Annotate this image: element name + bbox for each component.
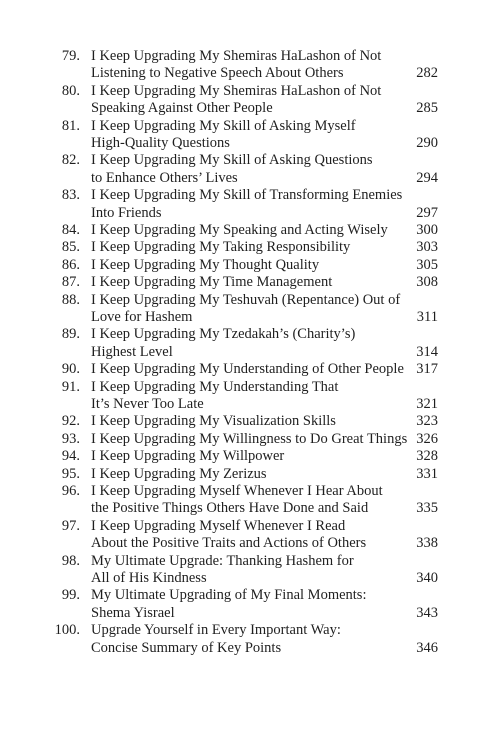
- toc-entry: [0, 48, 500, 83]
- toc-entry-page-number: 317: [416, 361, 438, 378]
- toc-entry-title-line: I Keep Upgrading My Willpower: [91, 448, 285, 465]
- toc-entry: [0, 187, 500, 222]
- toc-entry-page-number: 285: [416, 100, 438, 117]
- toc-entry: [0, 413, 500, 430]
- toc-entry-title-line: I Keep Upgrading My Taking Responsibility: [91, 239, 351, 256]
- toc-entry-number: 96.: [61, 483, 80, 499]
- toc-entry-number: 87.: [61, 274, 80, 291]
- toc-entry-page-number: 294: [416, 169, 438, 186]
- toc-entry-title-line: I Keep Upgrading My Zerizus: [91, 465, 267, 482]
- toc-entry: [0, 83, 500, 118]
- toc-entry-page-number: 290: [416, 134, 438, 151]
- toc-entry-title-line: I Keep Upgrading My Skill of Transforming Enemies: [91, 187, 403, 204]
- toc-entry-title-line: Upgrade Yourself in Every Important Way:: [91, 622, 341, 639]
- toc-entry-number: 98.: [61, 552, 80, 569]
- toc-entry-title-line: I Keep Upgrading My Shemiras HaLashon of Not: [91, 82, 382, 99]
- toc-entry-page-number: 335: [416, 500, 438, 517]
- toc-entry-title: [91, 361, 411, 378]
- toc-entry: [0, 222, 500, 239]
- toc-entry-title-line: I Keep Upgrading My Thought Quality: [91, 256, 320, 273]
- toc-entry-number: 94.: [61, 448, 80, 465]
- toc-entry-title-line: I Keep Upgrading My Teshuvah (Repentance) Out of: [91, 291, 401, 308]
- toc-entry-title-line: I Keep Upgrading Myself Whenever I Hear About: [91, 483, 383, 499]
- toc-entry-title-line: Love for Hashem: [91, 309, 193, 325]
- toc-entry-title-line: I Keep Upgrading My Willingness to Do Great Things: [91, 430, 408, 447]
- toc-entry-page-number: 297: [416, 204, 438, 221]
- toc-entry-title-line: Speaking Against Other People: [91, 100, 273, 117]
- toc-entry-number: 83.: [61, 187, 80, 204]
- toc-entry-number: 86.: [61, 256, 80, 273]
- toc-entry: [0, 518, 500, 553]
- toc-entry: [0, 587, 500, 622]
- toc-entry-title-line: My Ultimate Upgrade: Thanking Hashem for: [91, 552, 354, 569]
- toc-entry: [0, 239, 500, 256]
- toc-entry-number: 90.: [61, 361, 80, 378]
- toc-entry-page-number: 300: [416, 222, 438, 238]
- toc-entry-title-line: Into Friends: [91, 204, 162, 221]
- toc-entry-title: [91, 466, 411, 483]
- toc-entry-title: [91, 239, 411, 256]
- toc-entry-number: 79.: [61, 48, 80, 64]
- toc-entry-number: 85.: [61, 239, 80, 256]
- toc-entry-title-line: Listening to Negative Speech About Others: [91, 65, 344, 82]
- toc-entry: [0, 379, 500, 414]
- toc-entry-number: 93.: [61, 430, 80, 447]
- toc-entry-page-number: 282: [416, 65, 438, 82]
- toc-entry-title-line: My Ultimate Upgrading of My Final Moments:: [91, 587, 367, 604]
- toc-entry-title-line: Concise Summary of Key Points: [91, 639, 282, 656]
- toc-entry-title-line: All of His Kindness: [91, 570, 207, 586]
- toc-entry-title: [91, 292, 411, 327]
- toc-entry-title: [91, 257, 411, 274]
- toc-entry-number: 80.: [61, 82, 80, 99]
- toc-entry-number: 92.: [61, 413, 80, 430]
- toc-entry-title: [91, 118, 411, 153]
- toc-entry-number: 81.: [61, 117, 80, 134]
- toc-entry-page-number: 314: [416, 343, 438, 360]
- toc-entry: [0, 448, 500, 465]
- toc-entry: [0, 466, 500, 483]
- toc-entry-title-line: High-Quality Questions: [91, 135, 230, 151]
- toc-entry-title-line: About the Positive Traits and Actions of Others: [91, 535, 367, 552]
- toc-entry-number: 91.: [61, 378, 80, 395]
- toc-entry-page-number: 326: [416, 430, 438, 447]
- toc-entry-title-line: I Keep Upgrading My Skill of Asking Myself: [91, 117, 356, 134]
- toc-entry-title: [91, 83, 411, 118]
- toc-entry-title-line: I Keep Upgrading My Understanding That: [91, 378, 339, 395]
- toc-entry-title-line: It’s Never Too Late: [91, 396, 204, 412]
- toc-entry-title-line: I Keep Upgrading My Speaking and Acting Wisely: [91, 222, 388, 238]
- toc-entry: [0, 274, 500, 291]
- toc-entry-number: 95.: [61, 465, 80, 482]
- toc-entry-title: [91, 448, 411, 465]
- toc-entry-page-number: 303: [416, 239, 438, 256]
- toc-entry: [0, 292, 500, 327]
- toc-entry: [0, 431, 500, 448]
- toc-entry: [0, 152, 500, 187]
- toc-entry-page-number: 346: [416, 639, 438, 656]
- toc-entry-number: 84.: [61, 222, 80, 238]
- toc-entry-title: [91, 222, 411, 239]
- toc-entry-title-line: I Keep Upgrading My Skill of Asking Questions: [91, 152, 373, 169]
- toc-entry-title-line: to Enhance Others’ Lives: [91, 169, 238, 186]
- toc-entry: [0, 118, 500, 153]
- toc-entry-page-number: 323: [416, 413, 438, 430]
- toc-entry-page-number: 338: [416, 535, 438, 552]
- toc-entry-title: [91, 48, 411, 83]
- toc-entry-title: [91, 587, 411, 622]
- toc-entry-title: [91, 431, 411, 448]
- toc-entry-title: [91, 413, 411, 430]
- toc-entry-title: [91, 152, 411, 187]
- toc-entry-title: [91, 274, 411, 291]
- toc-entry-page-number: 340: [416, 569, 438, 586]
- toc-entry-title-line: Highest Level: [91, 343, 173, 360]
- toc-entry: [0, 326, 500, 361]
- toc-entry: [0, 361, 500, 378]
- toc-entry-number: 88.: [61, 291, 80, 308]
- toc-entry-title-line: I Keep Upgrading My Shemiras HaLashon of Not: [91, 48, 382, 64]
- toc-entry-number: 97.: [61, 517, 80, 534]
- toc-entry-title-line: I Keep Upgrading My Tzedakah’s (Charity’s): [91, 326, 356, 343]
- toc-entry-page-number: 321: [416, 395, 438, 412]
- toc-entry-title-line: I Keep Upgrading Myself Whenever I Read: [91, 517, 346, 534]
- toc-entry-page-number: 308: [416, 274, 438, 291]
- toc-entry-title: [91, 553, 411, 588]
- toc-entry-title: [91, 622, 411, 657]
- toc-entry: [0, 553, 500, 588]
- toc-entry-number: 89.: [61, 326, 80, 343]
- toc-entry-title: [91, 326, 411, 361]
- toc-entry-title-line: Shema Yisrael: [91, 604, 175, 621]
- toc-entry-number: 82.: [61, 152, 80, 169]
- toc-entry-page-number: 328: [416, 448, 438, 465]
- toc-entry-title: [91, 483, 411, 518]
- toc-entry-title-line: the Positive Things Others Have Done and Said: [91, 500, 369, 517]
- toc-entry-title: [91, 379, 411, 414]
- toc-entry-title: [91, 187, 411, 222]
- toc-entry-title-line: I Keep Upgrading My Visualization Skills: [91, 413, 336, 430]
- toc-entry-number: 100.: [54, 622, 80, 639]
- toc-entry-page-number: 305: [416, 256, 438, 273]
- toc-entry-title: [91, 518, 411, 553]
- toc-entry-page-number: 343: [416, 604, 438, 621]
- toc-entry-title-line: I Keep Upgrading My Time Management: [91, 274, 333, 291]
- toc-entry-title-line: I Keep Upgrading My Understanding of Other People: [91, 361, 404, 378]
- toc-entry: [0, 483, 500, 518]
- toc-entry-page-number: 331: [416, 465, 438, 482]
- toc-entry: [0, 622, 500, 657]
- toc-entry-page-number: 311: [416, 308, 438, 325]
- toc-entry: [0, 257, 500, 274]
- toc-entry-number: 99.: [61, 587, 80, 604]
